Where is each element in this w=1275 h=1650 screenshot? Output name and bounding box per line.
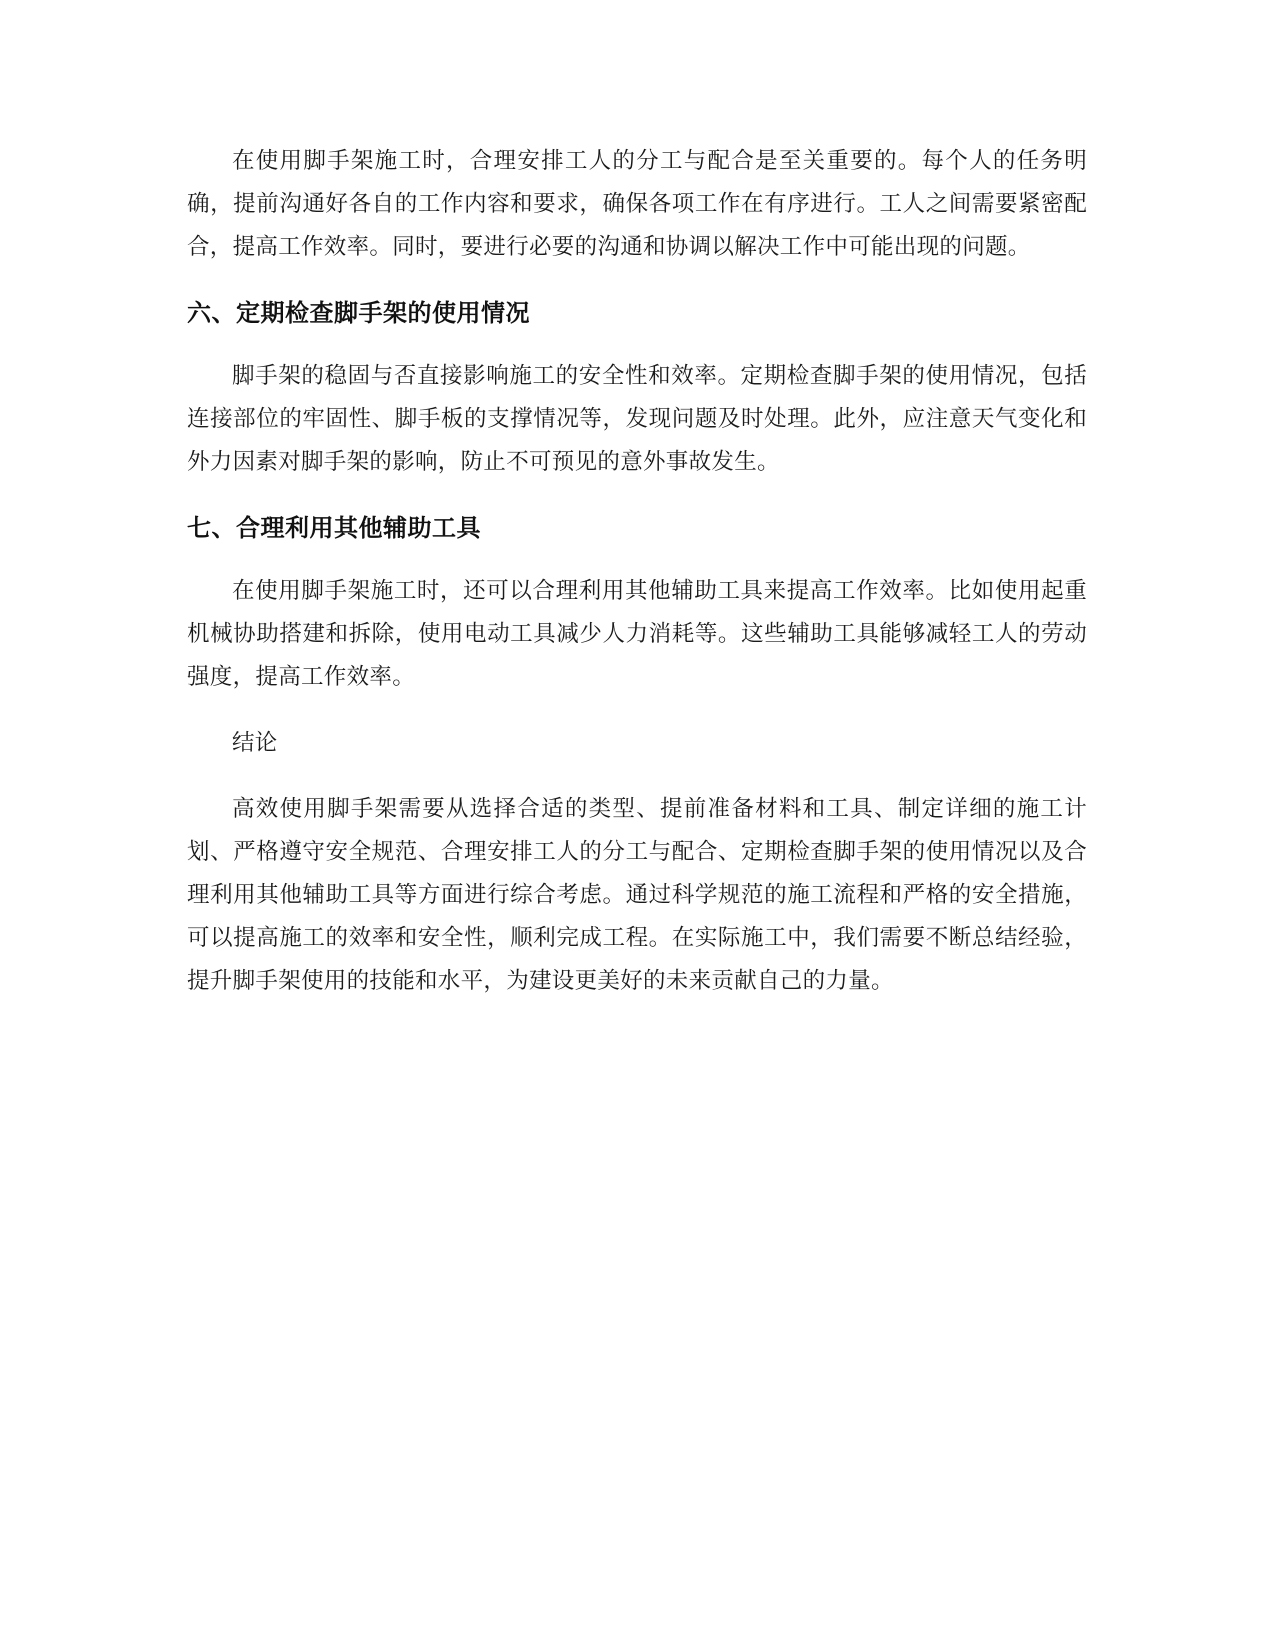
- section-7-title: 七、合理利用其他辅助工具: [187, 514, 481, 542]
- paragraph-worker-coordination: 在使用脚手架施工时，合理安排工人的分工与配合是至关重要的。每个人的任务明确，提前沟通好各自的工作内容和要求，确保各项工作在有序进行。工人之间需要紧密配合，提高工作效率。同时，要进行必要的沟通和协调以解决工作中可能出现的问题。: [187, 148, 1087, 260]
- document-body: [187, 140, 1087, 1003]
- section-6-paragraph: 脚手架的稳固与否直接影响施工的安全性和效率。定期检查脚手架的使用情况，包括连接部位的牢固性、脚手板的支撑情况等，发现问题及时处理。此外，应注意天气变化和外力因素对脚手架的影响，防止不可预见的意外事故发生。: [187, 363, 1087, 475]
- section-6-title: 六、定期检查脚手架的使用情况: [187, 299, 530, 327]
- conclusion-heading: 结论: [232, 730, 278, 756]
- conclusion-paragraph: 高效使用脚手架需要从选择合适的类型、提前准备材料和工具、制定详细的施工计划、严格遵守安全规范、合理安排工人的分工与配合、定期检查脚手架的使用情况以及合理利用其他辅助工具等方面进行综合考虑。通过科学规范的施工流程和严格的安全措施，可以提高施工的效率和安全性，顺利完成工程。在实际施工中，我们需要不断总结经验，提升脚手架使用的技能和水平，为建设更美好的未来贡献自己的力量。: [187, 796, 1087, 994]
- section-7-paragraph: 在使用脚手架施工时，还可以合理利用其他辅助工具来提高工作效率。比如使用起重机械协助搭建和拆除，使用电动工具减少人力消耗等。这些辅助工具能够减轻工人的劳动强度，提高工作效率。: [187, 578, 1087, 690]
